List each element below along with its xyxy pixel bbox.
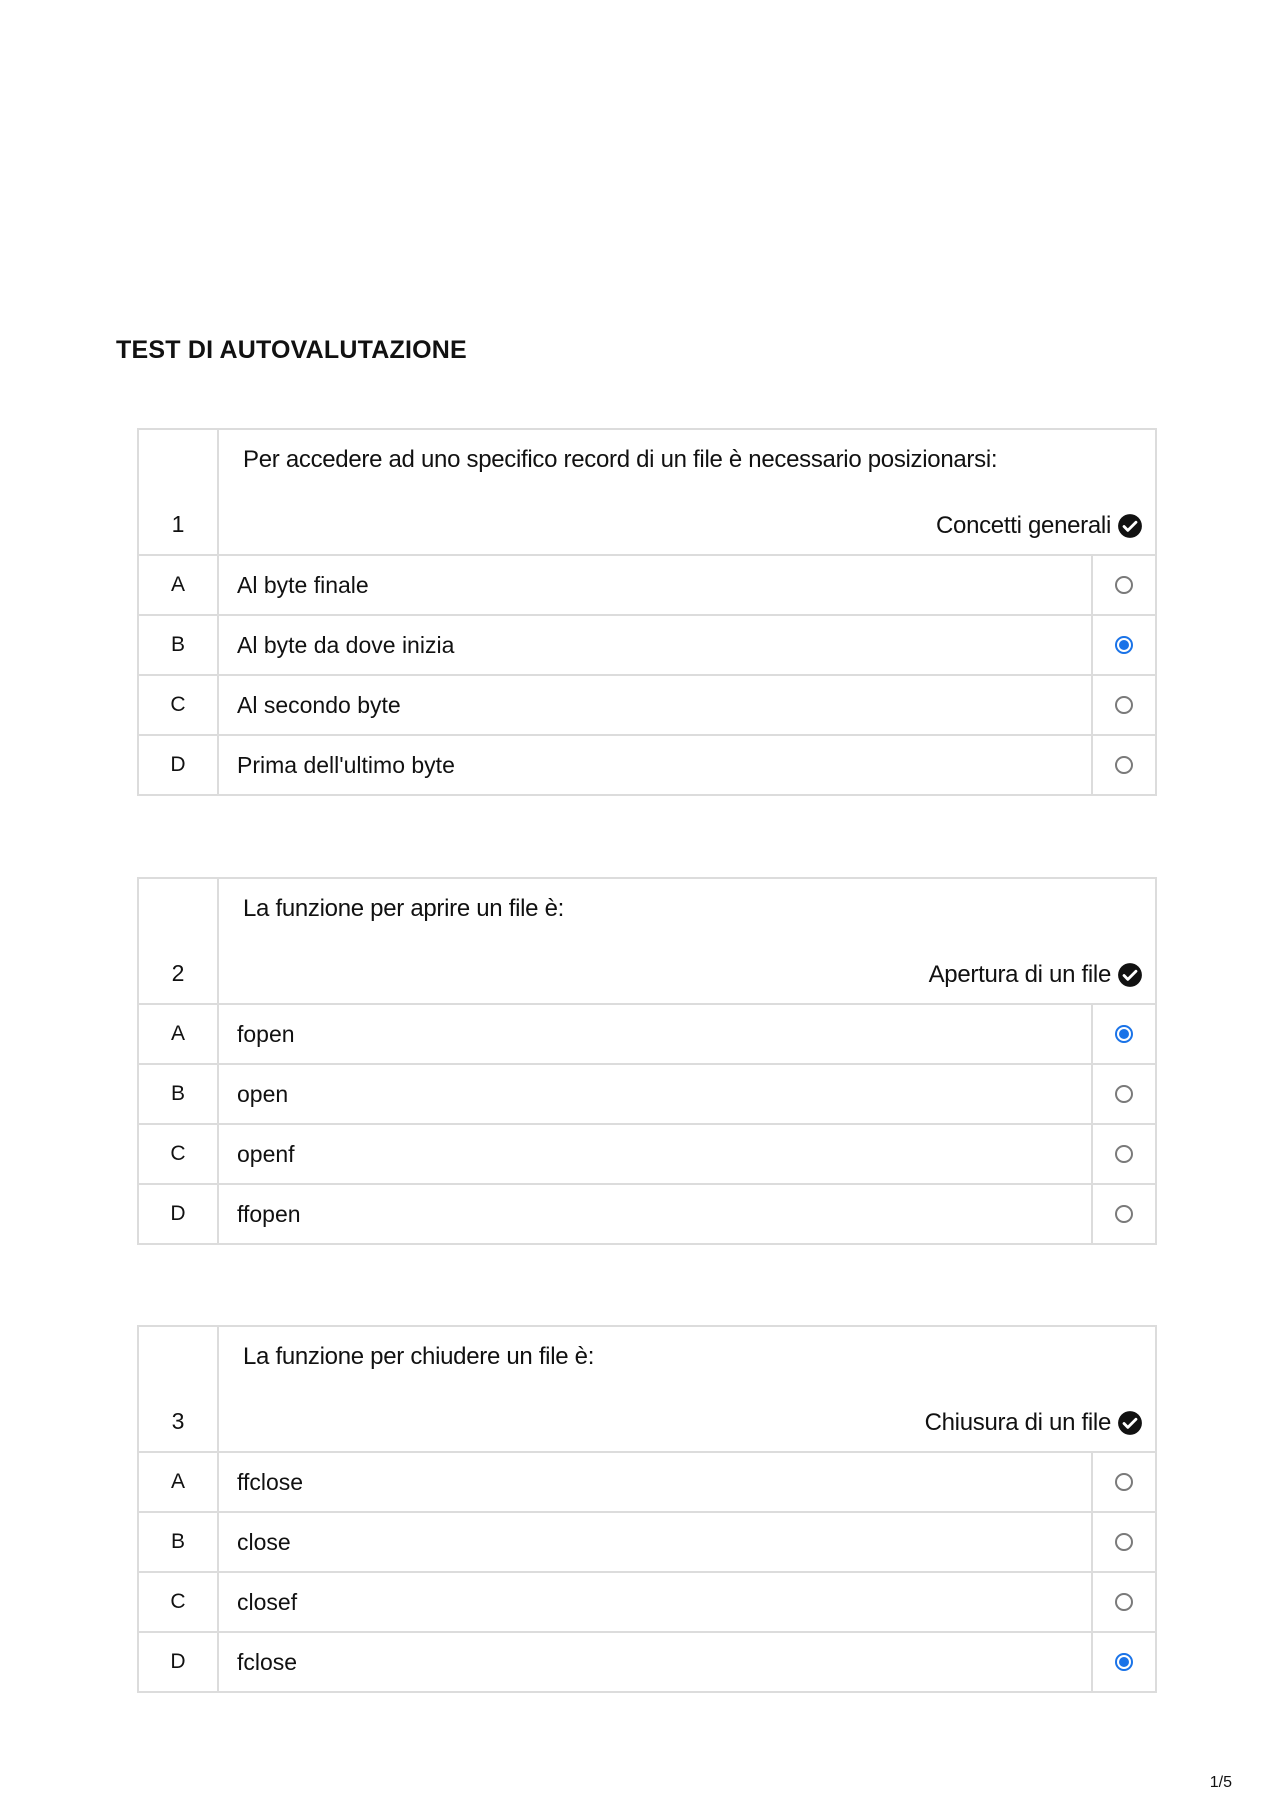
option-text: ffopen bbox=[218, 1184, 1092, 1244]
check-circle-icon bbox=[1117, 962, 1143, 988]
topic-label: Concetti generali bbox=[935, 512, 1111, 539]
option-text: Al byte da dove inizia bbox=[218, 615, 1092, 675]
option-row-b[interactable] bbox=[138, 615, 1156, 675]
question-topic bbox=[925, 1409, 1143, 1437]
question-header bbox=[138, 878, 1156, 1004]
topic-label: Apertura di un file bbox=[928, 961, 1111, 988]
radio-button-selected[interactable] bbox=[1115, 1653, 1133, 1671]
question-header bbox=[138, 429, 1156, 555]
question-number-cell bbox=[138, 878, 218, 1004]
question-number: 3 bbox=[171, 1408, 185, 1434]
option-row-c[interactable] bbox=[138, 1572, 1156, 1632]
question-1 bbox=[137, 428, 1157, 796]
option-row-d[interactable] bbox=[138, 1632, 1156, 1692]
option-row-d[interactable] bbox=[138, 735, 1156, 795]
question-header-cell bbox=[218, 429, 1156, 555]
radio-button[interactable] bbox=[1115, 1205, 1133, 1223]
option-row-a[interactable] bbox=[138, 555, 1156, 615]
option-letter: A bbox=[138, 555, 218, 615]
question-text: La funzione per aprire un file è: bbox=[243, 895, 564, 922]
question-number: 1 bbox=[171, 511, 185, 537]
radio-button[interactable] bbox=[1115, 1533, 1133, 1551]
option-text: close bbox=[218, 1512, 1092, 1572]
option-text: closef bbox=[218, 1572, 1092, 1632]
option-row-a[interactable] bbox=[138, 1452, 1156, 1512]
question-number-cell bbox=[138, 1326, 218, 1452]
option-letter: A bbox=[138, 1452, 218, 1512]
radio-button-selected[interactable] bbox=[1115, 1025, 1133, 1043]
option-text: openf bbox=[218, 1124, 1092, 1184]
option-text: fopen bbox=[218, 1004, 1092, 1064]
option-row-d[interactable] bbox=[138, 1184, 1156, 1244]
question-topic bbox=[936, 512, 1143, 540]
option-row-b[interactable] bbox=[138, 1064, 1156, 1124]
option-letter: B bbox=[138, 1064, 218, 1124]
question-3 bbox=[137, 1325, 1157, 1693]
option-row-c[interactable] bbox=[138, 1124, 1156, 1184]
option-letter: C bbox=[138, 1124, 218, 1184]
page-title: TEST DI AUTOVALUTAZIONE bbox=[116, 336, 467, 364]
option-letter: B bbox=[138, 615, 218, 675]
option-row-b[interactable] bbox=[138, 1512, 1156, 1572]
radio-button[interactable] bbox=[1115, 1145, 1133, 1163]
check-circle-icon bbox=[1117, 513, 1143, 539]
option-text: Prima dell'ultimo byte bbox=[218, 735, 1092, 795]
question-2 bbox=[137, 877, 1157, 1245]
option-letter: D bbox=[138, 1184, 218, 1244]
question-header-cell bbox=[218, 878, 1156, 1004]
option-text: ffclose bbox=[218, 1452, 1092, 1512]
radio-button-selected[interactable] bbox=[1115, 636, 1133, 654]
option-letter: A bbox=[138, 1004, 218, 1064]
question-text: La funzione per chiudere un file è: bbox=[243, 1343, 595, 1370]
option-text: Al byte finale bbox=[218, 555, 1092, 615]
option-letter: D bbox=[138, 735, 218, 795]
page-number: 1/5 bbox=[1209, 1774, 1232, 1791]
option-text: open bbox=[218, 1064, 1092, 1124]
question-number-cell bbox=[138, 429, 218, 555]
option-letter: C bbox=[138, 675, 218, 735]
question-table bbox=[137, 877, 1157, 1245]
question-header-cell bbox=[218, 1326, 1156, 1452]
option-row-a[interactable] bbox=[138, 1004, 1156, 1064]
option-letter: B bbox=[138, 1512, 218, 1572]
question-table bbox=[137, 428, 1157, 796]
check-circle-icon bbox=[1117, 1410, 1143, 1436]
question-number: 2 bbox=[171, 960, 185, 986]
option-letter: C bbox=[138, 1572, 218, 1632]
option-letter: D bbox=[138, 1632, 218, 1692]
question-header bbox=[138, 1326, 1156, 1452]
radio-button[interactable] bbox=[1115, 1593, 1133, 1611]
question-topic bbox=[929, 961, 1143, 989]
radio-button[interactable] bbox=[1115, 1473, 1133, 1491]
radio-button[interactable] bbox=[1115, 696, 1133, 714]
option-text: fclose bbox=[218, 1632, 1092, 1692]
question-table bbox=[137, 1325, 1157, 1693]
radio-button[interactable] bbox=[1115, 756, 1133, 774]
question-text: Per accedere ad uno specifico record di un file è necessario posizionarsi: bbox=[243, 446, 998, 473]
option-text: Al secondo byte bbox=[218, 675, 1092, 735]
radio-button[interactable] bbox=[1115, 1085, 1133, 1103]
radio-button[interactable] bbox=[1115, 576, 1133, 594]
option-row-c[interactable] bbox=[138, 675, 1156, 735]
topic-label: Chiusura di un file bbox=[924, 1409, 1111, 1436]
